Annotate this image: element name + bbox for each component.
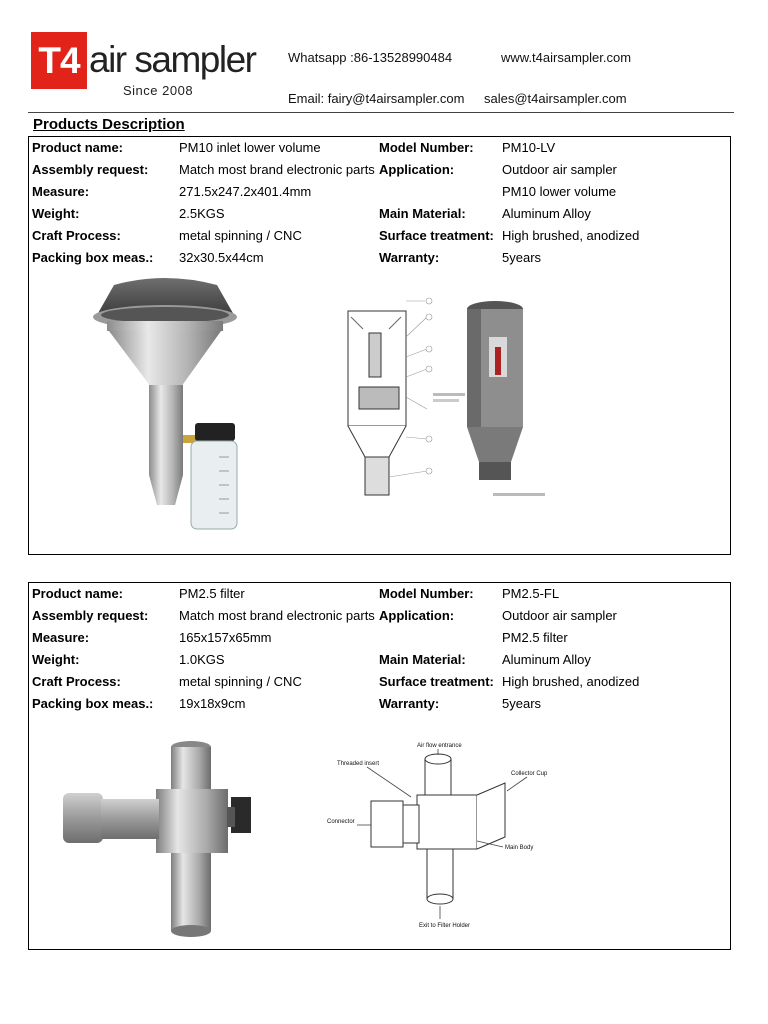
logo-mark: T4 — [31, 32, 87, 89]
sales-email-link[interactable]: sales@t4airsampler.com — [484, 91, 627, 106]
label-threaded-insert: Threaded insert — [337, 761, 380, 767]
header-divider — [28, 112, 734, 113]
spec-label: Measure: — [32, 184, 90, 199]
spec-label: Product name: — [32, 586, 124, 601]
spec-label: Product name: — [32, 140, 124, 155]
spec-label: Weight: — [32, 652, 80, 667]
spec-value: PM2.5-FL — [502, 586, 560, 601]
spec-row — [29, 225, 730, 247]
spec-value: Outdoor air sampler — [502, 608, 617, 623]
pm10-section-render — [461, 297, 551, 502]
spec-value: 19x18x9cm — [179, 696, 246, 711]
spec-row — [29, 203, 730, 225]
spec-value: Match most brand electronic parts — [179, 608, 375, 623]
spec-value: 5years — [502, 250, 542, 265]
label-main-body: Main Body — [505, 845, 534, 851]
spec-label: Packing box meas.: — [32, 696, 154, 711]
spec-label: Assembly request: — [32, 162, 149, 177]
label-exit: Exit to Filter Holder — [419, 923, 471, 929]
spec-value: Aluminum Alloy — [502, 206, 591, 221]
spec-row — [29, 627, 730, 649]
label-collector-cup: Collector Cup — [511, 771, 548, 777]
spec-label: Main Material: — [379, 652, 466, 667]
spec-row — [29, 671, 730, 693]
logo-name: air sampler — [89, 39, 256, 80]
spec-row — [29, 605, 730, 627]
spec-row — [29, 181, 730, 203]
spec-value: PM2.5 filter — [179, 586, 245, 601]
spec-label: Packing box meas.: — [32, 250, 154, 265]
spec-label: Assembly request: — [32, 608, 149, 623]
spec-label: Surface treatment: — [379, 228, 494, 243]
spec-value: PM2.5 filter — [502, 630, 568, 645]
spec-row — [29, 159, 730, 181]
spec-row — [29, 247, 730, 269]
pm25-exploded-diagram — [327, 741, 567, 941]
spec-row — [29, 583, 730, 605]
logo-since: Since 2008 — [123, 83, 194, 98]
spec-table — [29, 583, 730, 715]
spec-value: PM10 inlet lower volume — [179, 140, 321, 155]
spec-value: PM10 lower volume — [502, 184, 617, 199]
whatsapp-contact: Whatsapp :86-13528990484 — [288, 50, 453, 65]
spec-value: 5years — [502, 696, 542, 711]
section-title: Products Description — [33, 116, 185, 133]
spec-value: metal spinning / CNC — [179, 674, 302, 689]
spec-value: 165x157x65mm — [179, 630, 272, 645]
spec-row — [29, 693, 730, 715]
spec-row — [29, 137, 730, 159]
spec-label: Model Number: — [379, 586, 474, 601]
product-card-pm25 — [28, 582, 731, 950]
spec-label: Craft Process: — [32, 228, 121, 243]
spec-value: High brushed, anodized — [502, 674, 640, 689]
spec-label: Warranty: — [379, 696, 440, 711]
brand-logo — [31, 32, 261, 98]
spec-row — [29, 649, 730, 671]
spec-value: 32x30.5x44cm — [179, 250, 264, 265]
pm10-inlet-photo — [69, 275, 259, 547]
spec-label: Main Material: — [379, 206, 466, 221]
email-contact[interactable]: Email: fairy@t4airsampler.com — [288, 91, 465, 106]
website-link[interactable]: www.t4airsampler.com — [501, 50, 632, 65]
spec-value: Outdoor air sampler — [502, 162, 617, 177]
spec-label: Measure: — [32, 630, 90, 645]
product-card-pm10 — [28, 136, 731, 555]
spec-label: Application: — [379, 608, 455, 623]
spec-value: Aluminum Alloy — [502, 652, 591, 667]
label-connector: Connector — [327, 819, 355, 825]
spec-value: PM10-LV — [502, 140, 556, 155]
spec-label: Warranty: — [379, 250, 440, 265]
spec-value: Match most brand electronic parts — [179, 162, 375, 177]
spec-label: Surface treatment: — [379, 674, 494, 689]
label-air-flow: Air flow entrance — [417, 743, 462, 749]
spec-table — [29, 137, 730, 269]
spec-label: Weight: — [32, 206, 80, 221]
spec-label: Craft Process: — [32, 674, 121, 689]
spec-value: High brushed, anodized — [502, 228, 640, 243]
pm10-section-drawing — [329, 297, 469, 502]
spec-value: 271.5x247.2x401.4mm — [179, 184, 312, 199]
spec-label: Application: — [379, 162, 455, 177]
spec-value: 2.5KGS — [179, 206, 225, 221]
spec-label: Model Number: — [379, 140, 474, 155]
spec-value: 1.0KGS — [179, 652, 225, 667]
spec-value: metal spinning / CNC — [179, 228, 302, 243]
pm25-filter-photo — [61, 741, 251, 941]
